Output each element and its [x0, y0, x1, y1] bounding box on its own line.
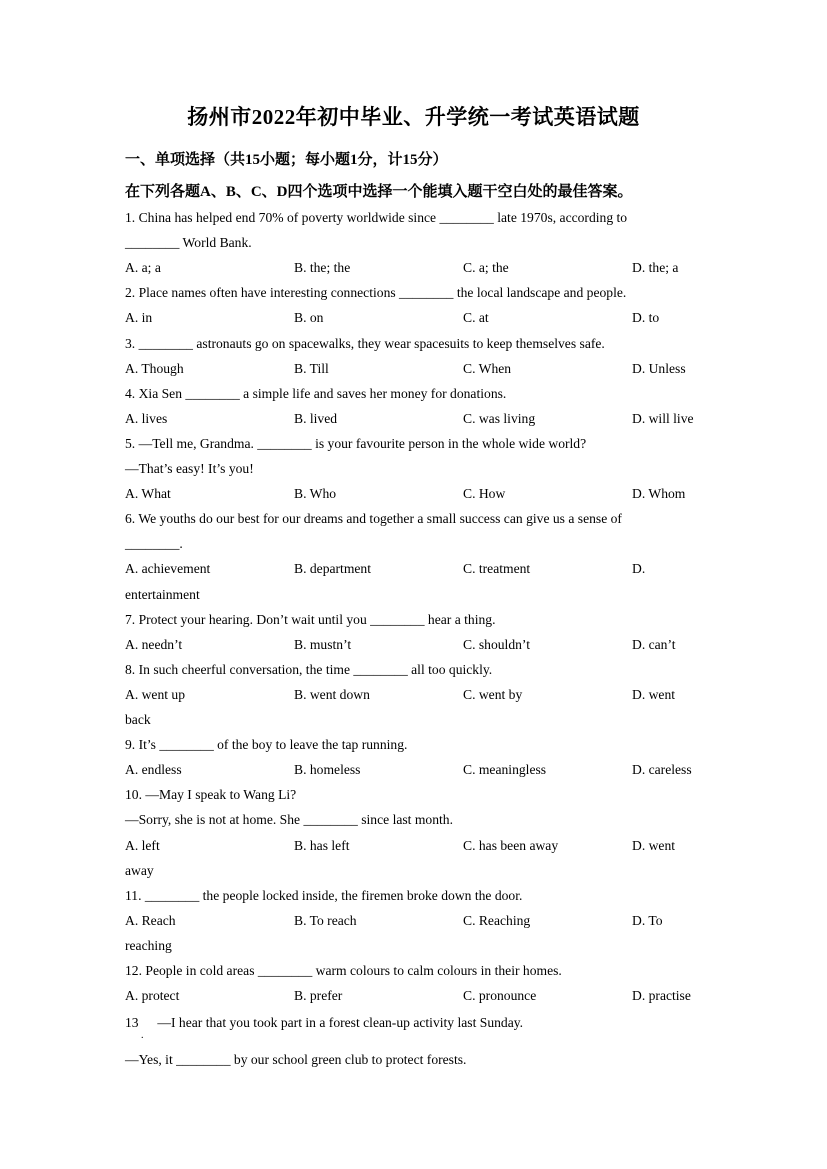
question-4-stem-line: 4. Xia Sen ________ a simple life and saves her money for donations.	[125, 386, 507, 401]
question-13-dot: .	[141, 1030, 144, 1041]
section-instruction: 在下列各题A、B、C、D四个选项中选择一个能填入题干空白处的最佳答案。	[125, 184, 633, 200]
question-7-option-c: C. shouldn’t	[463, 637, 530, 652]
section-heading: 一、单项选择（共15小题；每小题1分，计15分）	[125, 152, 448, 168]
question-13-number: 13	[125, 1015, 139, 1030]
question-8-option-c: C. went by	[463, 687, 523, 702]
question-5-option-c: C. How	[463, 486, 506, 501]
question-11-option-c: C. Reaching	[463, 913, 531, 928]
question-3-stem-line: 3. ________ astronauts go on spacewalks, they wear spacesuits to keep themselves safe.	[125, 336, 605, 351]
question-6-option-b: B. department	[294, 561, 372, 576]
question-5-option-b: B. Who	[294, 486, 337, 501]
question-9-option-a: A. endless	[125, 762, 182, 777]
question-13-stem	[125, 1014, 523, 1032]
question-11-option-a: A. Reach	[125, 913, 176, 928]
question-8-stem-line: 8. In such cheerful conversation, the time ________ all too quickly.	[125, 662, 493, 677]
question-12-option-d: D. practise	[632, 988, 691, 1003]
question-1-option-a: A. a; a	[125, 260, 161, 275]
question-3-option-c: C. When	[463, 361, 512, 376]
question-11-option-d: D. To	[632, 913, 663, 928]
question-1-option-b: B. the; the	[294, 260, 351, 275]
question-6-stem-line: 6. We youths do our best for our dreams and together a small success can give us a sense of	[125, 511, 622, 526]
question-2-option-b: B. on	[294, 310, 324, 325]
question-8-option-b: B. went down	[294, 687, 370, 702]
question-1-stem-line: ________ World Bank.	[125, 235, 252, 250]
question-10-option-c: C. has been away	[463, 838, 559, 853]
question-1-stem-line: 1. China has helped end 70% of poverty worldwide since ________ late 1970s, according to	[125, 210, 628, 225]
question-6-stem-line: ________.	[125, 536, 183, 551]
question-8-option-d: D. went	[632, 687, 676, 702]
question-10-option-a: A. left	[125, 838, 160, 853]
question-4-option-d: D. will live	[632, 411, 694, 426]
page-title: 扬州市2022年初中毕业、升学统一考试英语试题	[187, 105, 640, 129]
question-12-option-c: C. pronounce	[463, 988, 537, 1003]
question-6-option-d-continued: entertainment	[125, 587, 200, 602]
question-13-line-2: —Yes, it ________ by our school green club to protect forests.	[125, 1052, 467, 1067]
question-2-option-d: D. to	[632, 310, 660, 325]
question-4-option-c: C. was living	[463, 411, 536, 426]
question-10-stem-line: —Sorry, she is not at home. She ________ since last month.	[125, 812, 453, 827]
question-8-option-a: A. went up	[125, 687, 186, 702]
question-3-option-a: A. Though	[125, 361, 184, 376]
question-4-option-b: B. lived	[294, 411, 338, 426]
question-3-option-b: B. Till	[294, 361, 329, 376]
question-11-option-b: B. To reach	[294, 913, 357, 928]
question-4-option-a: A. lives	[125, 411, 168, 426]
question-10-option-d-continued: away	[125, 863, 154, 878]
question-3-option-d: D. Unless	[632, 361, 686, 376]
question-1-option-c: C. a; the	[463, 260, 509, 275]
question-13-line-1: —I hear that you took part in a forest clean-up activity last Sunday.	[157, 1015, 524, 1030]
question-10-stem-line: 10. —May I speak to Wang Li?	[125, 787, 297, 802]
question-9-option-b: B. homeless	[294, 762, 361, 777]
question-11-option-d-continued: reaching	[125, 938, 172, 953]
question-2-option-a: A. in	[125, 310, 153, 325]
question-6-option-d: D.	[632, 561, 646, 576]
question-12-stem-line: 12. People in cold areas ________ warm colours to calm colours in their homes.	[125, 963, 562, 978]
question-9-option-d: D. careless	[632, 762, 692, 777]
question-5-stem-line: —That’s easy! It’s you!	[125, 461, 254, 476]
question-11-stem-line: 11. ________ the people locked inside, the firemen broke down the door.	[125, 888, 523, 903]
question-1-option-d: D. the; a	[632, 260, 679, 275]
question-9-option-c: C. meaningless	[463, 762, 547, 777]
question-7-stem-line: 7. Protect your hearing. Don’t wait until you ________ hear a thing.	[125, 612, 496, 627]
question-12-option-b: B. prefer	[294, 988, 343, 1003]
question-8-option-d-continued: back	[125, 712, 151, 727]
question-12-option-a: A. protect	[125, 988, 180, 1003]
question-5-stem-line: 5. —Tell me, Grandma. ________ is your favourite person in the whole wide world?	[125, 436, 587, 451]
question-2-stem-line: 2. Place names often have interesting connections ________ the local landscape and people.	[125, 285, 627, 300]
question-5-option-a: A. What	[125, 486, 171, 501]
question-10-option-d: D. went	[632, 838, 676, 853]
question-10-option-b: B. has left	[294, 838, 350, 853]
question-6-option-a: A. achievement	[125, 561, 211, 576]
question-7-option-d: D. can’t	[632, 637, 676, 652]
question-7-option-a: A. needn’t	[125, 637, 183, 652]
question-6-option-c: C. treatment	[463, 561, 531, 576]
question-9-stem-line: 9. It’s ________ of the boy to leave the tap running.	[125, 737, 408, 752]
question-2-option-c: C. at	[463, 310, 489, 325]
question-7-option-b: B. mustn’t	[294, 637, 352, 652]
question-5-option-d: D. Whom	[632, 486, 686, 501]
